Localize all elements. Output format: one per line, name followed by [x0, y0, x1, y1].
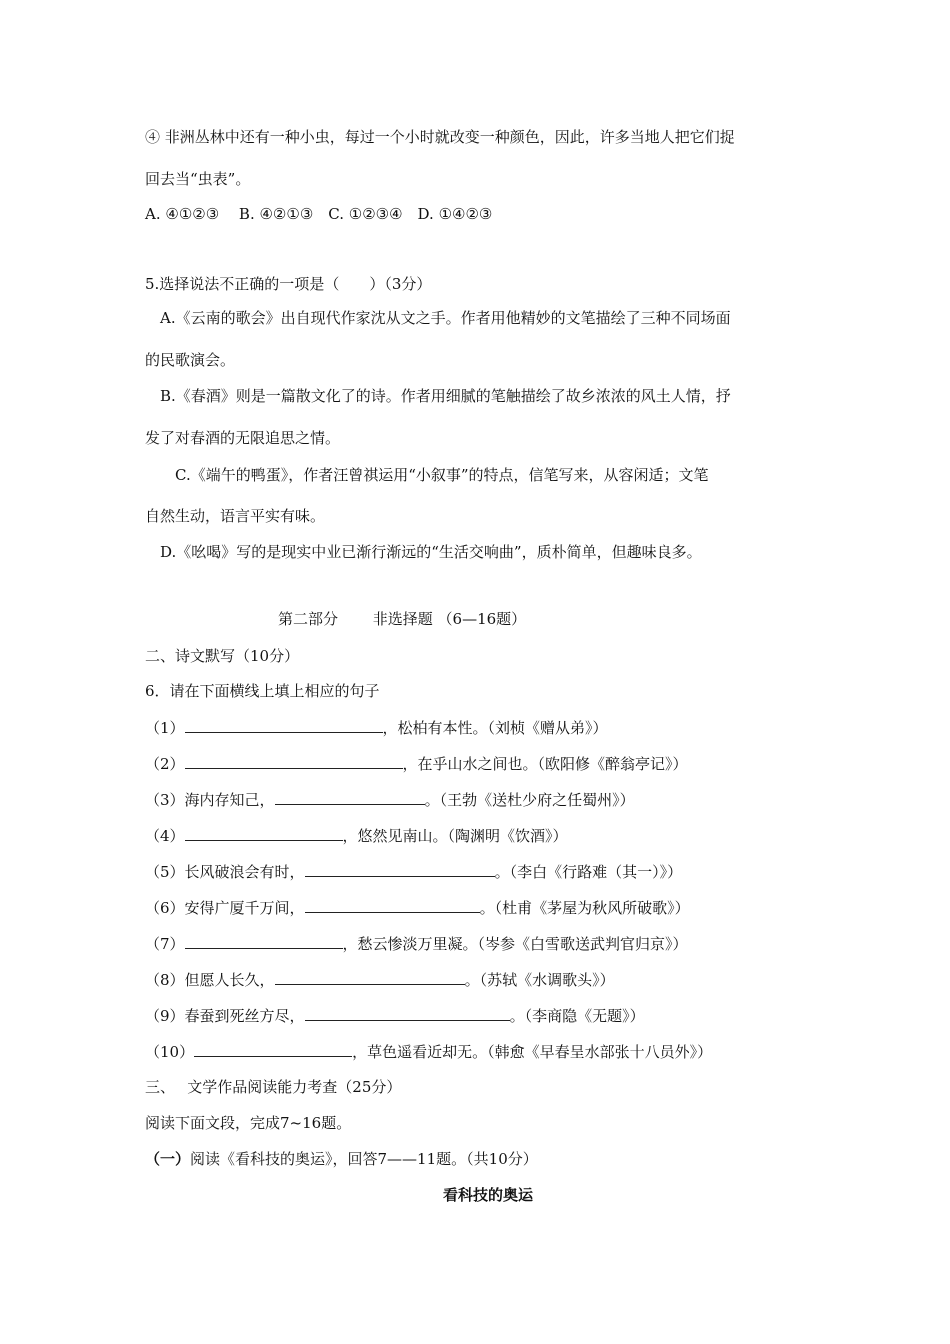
fill-item-3: （3）海内存知己， 。（王勃《送杜少府之任蜀州》） [145, 791, 635, 809]
q5-option-b-line2: 发了对春酒的无限追思之情。 [145, 429, 341, 447]
q5-option-c-line2: 自然生动，语言平实有味。 [145, 507, 326, 525]
q4-item4-line1: ④ 非洲丛林中还有一种小虫，每过一个小时就改变一种颜色，因此，许多当地人把它们捉 [145, 128, 735, 146]
answer-blank[interactable] [185, 753, 403, 769]
fill-item-8: （8）但愿人长久， 。（苏轼《水调歌头》） [145, 971, 615, 989]
subsection1-text: 阅读《看科技的奥运》，回答7——11题。（共10分） [190, 1150, 538, 1168]
fill-item-6: （6）安得广厦千万间， 。（杜甫《茅屋为秋风所破歌》） [145, 899, 690, 917]
answer-blank[interactable] [275, 969, 465, 985]
q5-option-d-line1: D.《吆喝》写的是现实中业已渐行渐远的“生活交响曲”，质朴简单，但趣味良多。 [160, 543, 702, 561]
q5-option-c-line1: C.《端午的鸭蛋》，作者汪曾祺运用“小叙事”的特点，信笔写来，从容闲适；文笔 [175, 466, 709, 484]
answer-blank[interactable] [185, 933, 343, 949]
fill-item-7: （7） ，愁云惨淡万里凝。（岑参《白雪歌送武判官归京》） [145, 935, 688, 953]
answer-blank[interactable] [305, 1005, 510, 1021]
article-title: 看科技的奥运 [443, 1186, 534, 1204]
q5-option-a-line1: A.《云南的歌会》出自现代作家沈从文之手。作者用他精妙的文笔描绘了三种不同场面 [160, 309, 731, 327]
fill-item-9: （9）春蚕到死丝方尽， 。（李商隐《无题》） [145, 1007, 645, 1025]
q5-option-b-line1: B.《春酒》则是一篇散文化了的诗。作者用细腻的笔触描绘了故乡浓浓的风土人情，抒 [160, 387, 731, 405]
fill-item-5: （5）长风破浪会有时， 。（李白《行路难（其一）》） [145, 863, 683, 881]
section3-instruction: 阅读下面文段，完成7~16题。 [145, 1114, 352, 1132]
section3-heading: 三、 文学作品阅读能力考查（25分） [145, 1078, 402, 1096]
q4-item4-line2: 回去当“虫表”。 [145, 170, 251, 188]
answer-blank[interactable] [194, 1041, 352, 1057]
q4-options: A. ④①②③ B. ④②①③ C. ①②③④ D. ①④②③ [145, 205, 493, 223]
fill-item-4: （4） ，悠然见南山。（陶渊明《饮酒》） [145, 827, 568, 845]
q5-stem: 5.选择说法不正确的一项是（ ）（3分） [145, 275, 432, 293]
answer-blank[interactable] [185, 717, 383, 733]
subsection1-heading [145, 1149, 538, 1169]
answer-blank[interactable] [305, 861, 495, 877]
fill-item-1: （1） ，松柏有本性。（刘桢《赠从弟》） [145, 719, 608, 737]
q5-option-a-line2: 的民歌演会。 [145, 351, 236, 369]
q6-stem: 6．请在下面横线上填上相应的句子 [145, 682, 380, 700]
answer-blank[interactable] [185, 825, 343, 841]
part2-title: 第二部分 非选择题 （6—16题） [278, 610, 527, 628]
answer-blank[interactable] [275, 789, 425, 805]
section2-heading: 二、诗文默写（10分） [145, 647, 300, 665]
fill-item-10: （10） ，草色遥看近却无。（韩愈《早春呈水部张十八员外》） [145, 1043, 713, 1061]
subsection1-label: （一） [145, 1150, 191, 1168]
fill-item-2: （2） ，在乎山水之间也。（欧阳修《醉翁亭记》） [145, 755, 688, 773]
answer-blank[interactable] [305, 897, 480, 913]
